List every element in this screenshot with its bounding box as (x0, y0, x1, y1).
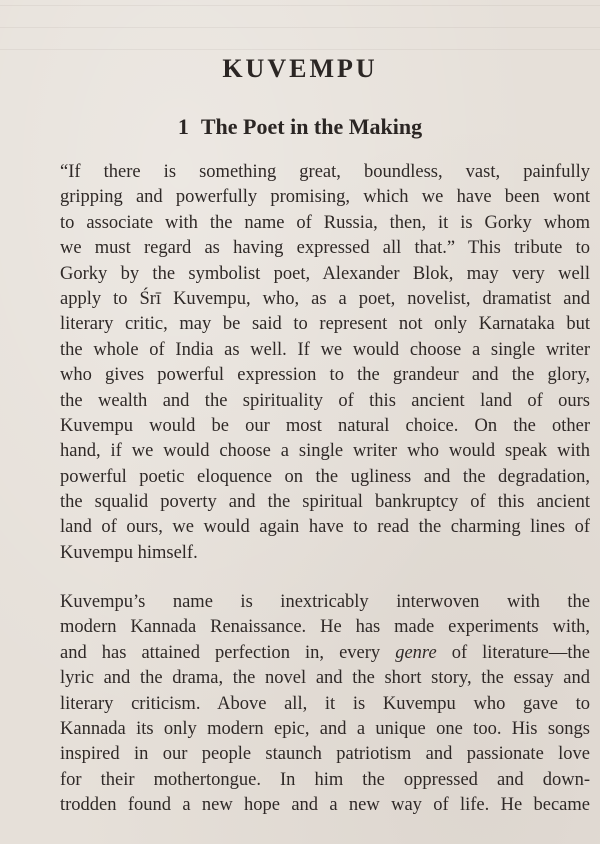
text-line: Gorky by the symbolist poet, Alexander Blok, may very well (60, 263, 590, 284)
chapter-title: The Poet in the Making (200, 114, 423, 139)
text-line: lyric and the drama, the novel and the short story, the essay and (60, 668, 590, 689)
text-line: gripping and powerfully promising, which we have been wont (60, 187, 590, 208)
text-line: modern Kannada Renaissance. He has made experiments with, (60, 617, 590, 638)
text-line: powerful poetic eloquence on the ugliness and the degradation, (60, 466, 590, 487)
chapter-number: 1 (177, 114, 189, 139)
paragraph-1 (20, 160, 590, 566)
text-line: and has attained perfection in, every genre of literature—the (60, 642, 590, 663)
text-line: inspired in our people staunch patriotism and passionate love (60, 744, 590, 765)
text-line: the squalid poverty and the spiritual bankruptcy of this ancient (60, 492, 590, 513)
text-line: Kuvempu’s name is inextricably interwoven with the (60, 592, 590, 612)
italic-genre: genre (395, 642, 437, 663)
text-line: the whole of India as well. If we would choose a single writer (60, 339, 590, 360)
book-title: KUVEMPU (222, 54, 378, 83)
text-line: “If there is something great, boundless, vast, painfully (60, 162, 590, 182)
paragraph-2 (20, 590, 590, 819)
text-line: hand, if we would choose a single writer who would speak with (60, 441, 590, 462)
text-line: literary criticism. Above all, it is Kuvempu who gave to (60, 693, 590, 714)
text-line: land of ours, we would again have to read the charming lines of (60, 517, 590, 538)
text-line: literary critic, may be said to represent not only Karnataka but (60, 314, 590, 335)
text-line: for their mothertongue. In him the oppressed and down- (60, 769, 590, 790)
chapter-heading (0, 114, 600, 140)
text-line: Kuvempu himself. (60, 542, 198, 563)
text-line: who gives powerful expression to the grandeur and the glory, (60, 365, 590, 386)
text-line: Kannada its only modern epic, and a unique one too. His songs (60, 718, 590, 739)
text-line: the wealth and the spirituality of this ancient land of ours (60, 390, 590, 411)
bleed-through-texture (0, 0, 600, 50)
text-line: we must regard as having expressed all that.” This tribute to (60, 238, 590, 259)
text-line: to associate with the name of Russia, then, it is Gorky whom (60, 212, 590, 233)
text-line: trodden found a new hope and a new way of life. He became (60, 795, 590, 816)
text-line: Kuvempu would be our most natural choice. On the other (60, 415, 590, 436)
text-line: apply to Śrī Kuvempu, who, as a poet, novelist, dramatist and (60, 288, 590, 309)
